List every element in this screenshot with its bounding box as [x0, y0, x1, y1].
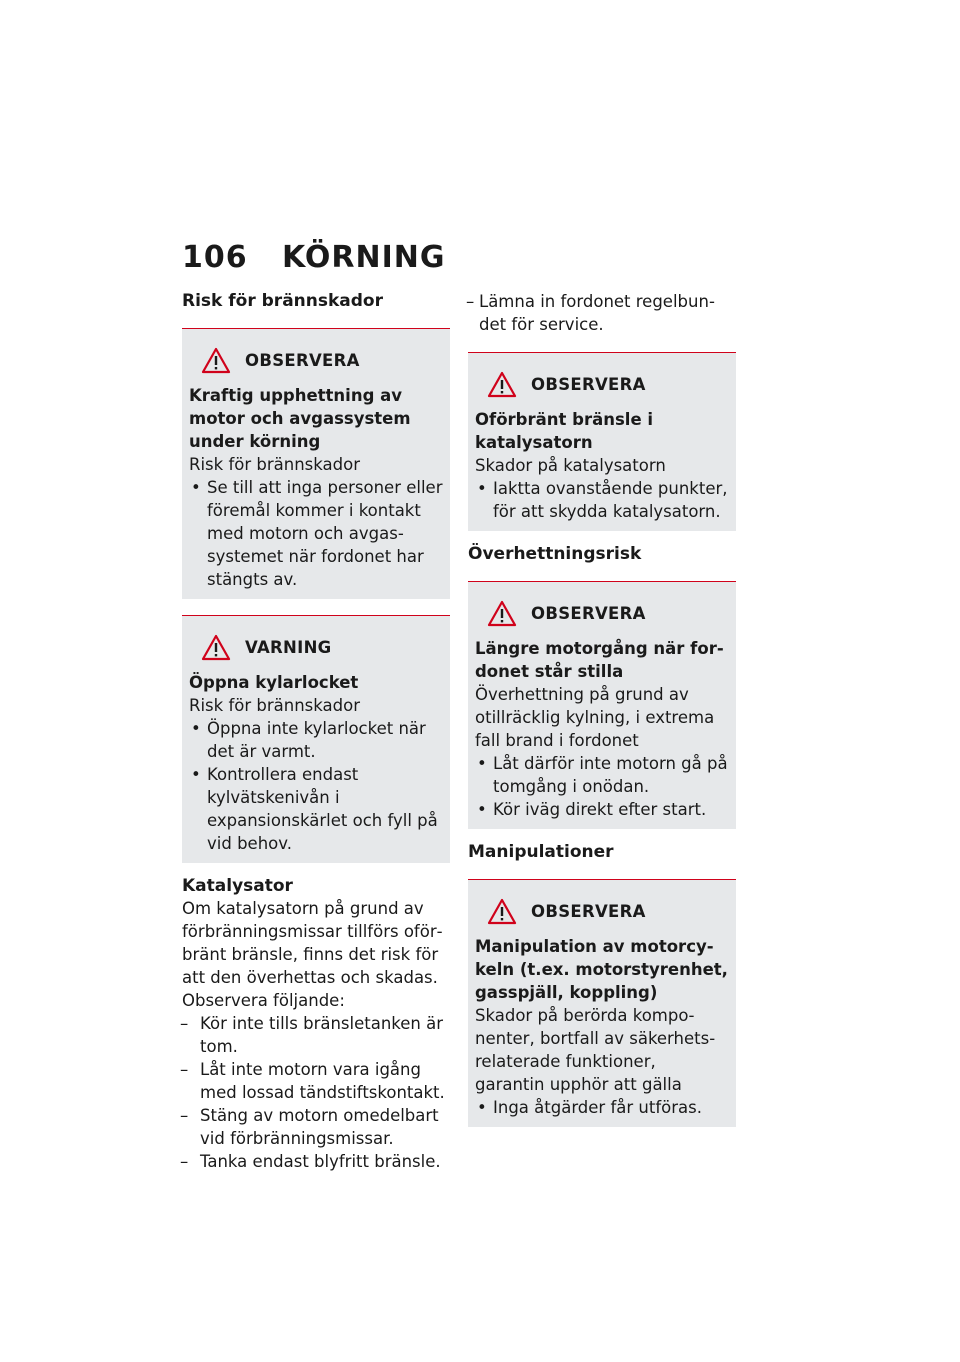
section-heading-manipulation: Manipulationer	[468, 842, 614, 862]
notice-title: Kraftig upphettning av motor och avgassystem under körning	[189, 386, 411, 451]
list-item: • Kör iväg direkt efter start.	[477, 800, 707, 819]
notice-title: Längre motorgång när fordonet står stilla	[475, 639, 724, 681]
warning-text: Risk för brännskador	[189, 696, 360, 715]
notice-title: Manipulation av motorcykeln (t.ex. motorstyrenhet, gasspjäll, koppling)	[475, 937, 728, 1002]
list-item: – Kör inte tills bränsletanken är tom.	[180, 1014, 444, 1056]
list-item: • Iaktta ovanstående punkter, för att skydda katalysatorn.	[477, 479, 728, 521]
warning-triangle-icon	[487, 600, 517, 627]
list-item: • Se till att inga personer eller föremål kommer i kontakt med motorn och avgassystemet när fordonet har stängts av.	[191, 478, 443, 589]
catalyst-paragraph: Om katalysatorn på grund av förbränningsmissar tillförs oförbränt bränsle, finns det risk för att den överhettas och skadas.	[182, 899, 443, 987]
notice-label: OBSERVERA	[531, 604, 646, 623]
notice-text: Överhettning på grund av otillräcklig kylning, i extrema fall brand i fordonet	[475, 685, 715, 750]
section-heading-overheating: Överhettningsrisk	[468, 544, 642, 564]
page-header	[182, 240, 446, 275]
warning-title: Öppna kylarlocket	[189, 673, 359, 692]
list-item: • Inga åtgärder får utföras.	[477, 1098, 702, 1117]
notice-label: OBSERVERA	[531, 902, 646, 921]
section-heading-burns: Risk för brännskador	[182, 291, 383, 311]
list-item: • Öppna inte kylarlocket när det är varmt.	[191, 719, 426, 761]
notice-box-unburnt-fuel	[468, 352, 736, 531]
notice-label: OBSERVERA	[245, 351, 360, 370]
list-item: • Låt därför inte motorn gå på tomgång i onödan.	[477, 754, 728, 796]
notice-box-hot-engine	[182, 328, 450, 599]
list-item: • Kontrollera endast kylvätskenivån i expansionskärlet och fyll på vid behov.	[191, 765, 438, 853]
catalyst-intro: Observera följande:	[182, 991, 345, 1010]
section-heading-catalyst: Katalysator	[182, 876, 293, 896]
left-column	[182, 290, 450, 1173]
notice-box-manipulation	[468, 879, 736, 1127]
warning-label: VARNING	[245, 638, 332, 657]
warning-box-radiator-cap	[182, 615, 450, 863]
chapter-title: KÖRNING	[282, 240, 446, 275]
notice-text: Skador på berörda komponenter, bortfall av säkerhetsrelaterade funktioner, garantin upphör att gälla	[475, 1006, 716, 1094]
warning-triangle-icon	[487, 898, 517, 925]
list-item: – Lämna in fordonet regelbundet för service.	[466, 292, 715, 334]
warning-triangle-icon	[201, 347, 231, 374]
list-item: – Tanka endast blyfritt bränsle.	[180, 1152, 441, 1171]
notice-text: Risk för brännskador	[189, 455, 360, 474]
notice-title: Oförbränt bränsle i katalysatorn	[475, 410, 654, 452]
notice-text: Skador på katalysatorn	[475, 456, 666, 475]
warning-triangle-icon	[487, 371, 517, 398]
warning-triangle-icon	[201, 634, 231, 661]
list-item: – Stäng av motorn omedelbart vid förbränningsmissar.	[180, 1106, 439, 1148]
list-item: – Låt inte motorn vara igång med lossad tändstiftskontakt.	[180, 1060, 445, 1102]
right-column	[468, 290, 736, 1135]
notice-label: OBSERVERA	[531, 375, 646, 394]
notice-box-idling	[468, 581, 736, 829]
page-number: 106	[182, 240, 248, 275]
